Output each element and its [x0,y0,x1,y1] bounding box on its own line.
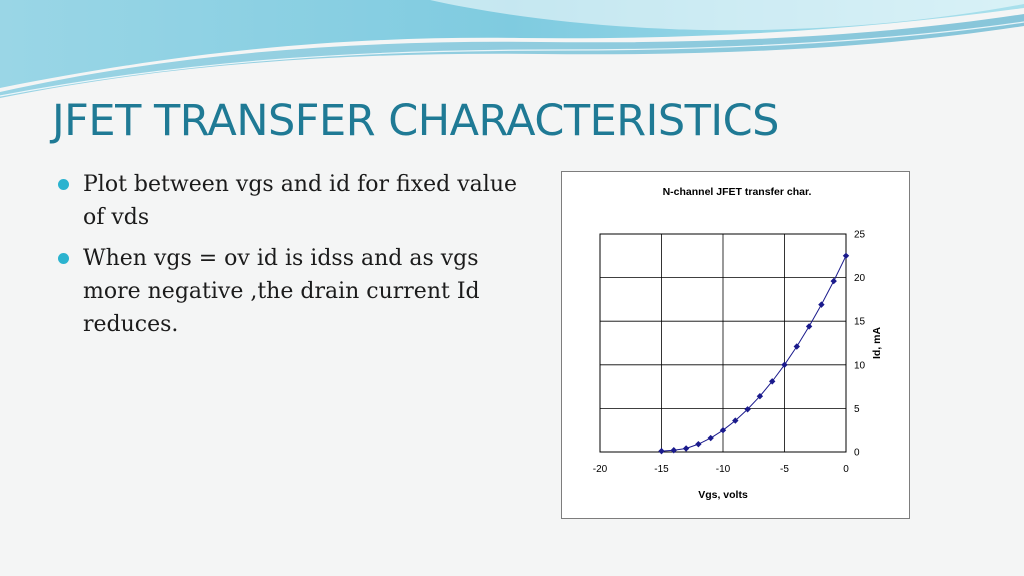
y-tick-label: 20 [854,273,866,285]
bullet-item [58,242,528,341]
y-tick-label: 10 [854,360,866,372]
x-tick-label: -5 [780,464,789,475]
y-tick-label: 5 [854,403,860,415]
slide-title: JFET TRANSFER CHARACTERISTICS [52,96,779,146]
x-axis-label: Vgs, volts [698,489,748,501]
x-tick-label: -15 [654,464,669,475]
bullet-item [58,168,528,234]
y-tick-label: 15 [854,316,866,328]
header-wave-decoration [0,0,1024,100]
y-tick-label: 0 [854,447,860,459]
chart-frame [561,171,910,519]
x-tick-label: -10 [715,464,731,475]
bullet-list [58,168,528,349]
bullet-text: When vgs = ov id is idss and as vgs more negative ,the drain current Id reduces. [83,246,480,337]
chart-title: N-channel JFET transfer char. [662,186,812,198]
bullet-dot-icon [58,179,69,190]
y-axis-label: Id, mA [871,326,883,360]
x-tick-label: 0 [843,464,849,475]
transfer-chart [562,172,911,520]
x-tick-label: -20 [592,464,608,475]
y-tick-label: 25 [854,229,866,241]
bullet-text: Plot between vgs and id for fixed value of vds [83,172,518,230]
bullet-dot-icon [58,253,69,264]
